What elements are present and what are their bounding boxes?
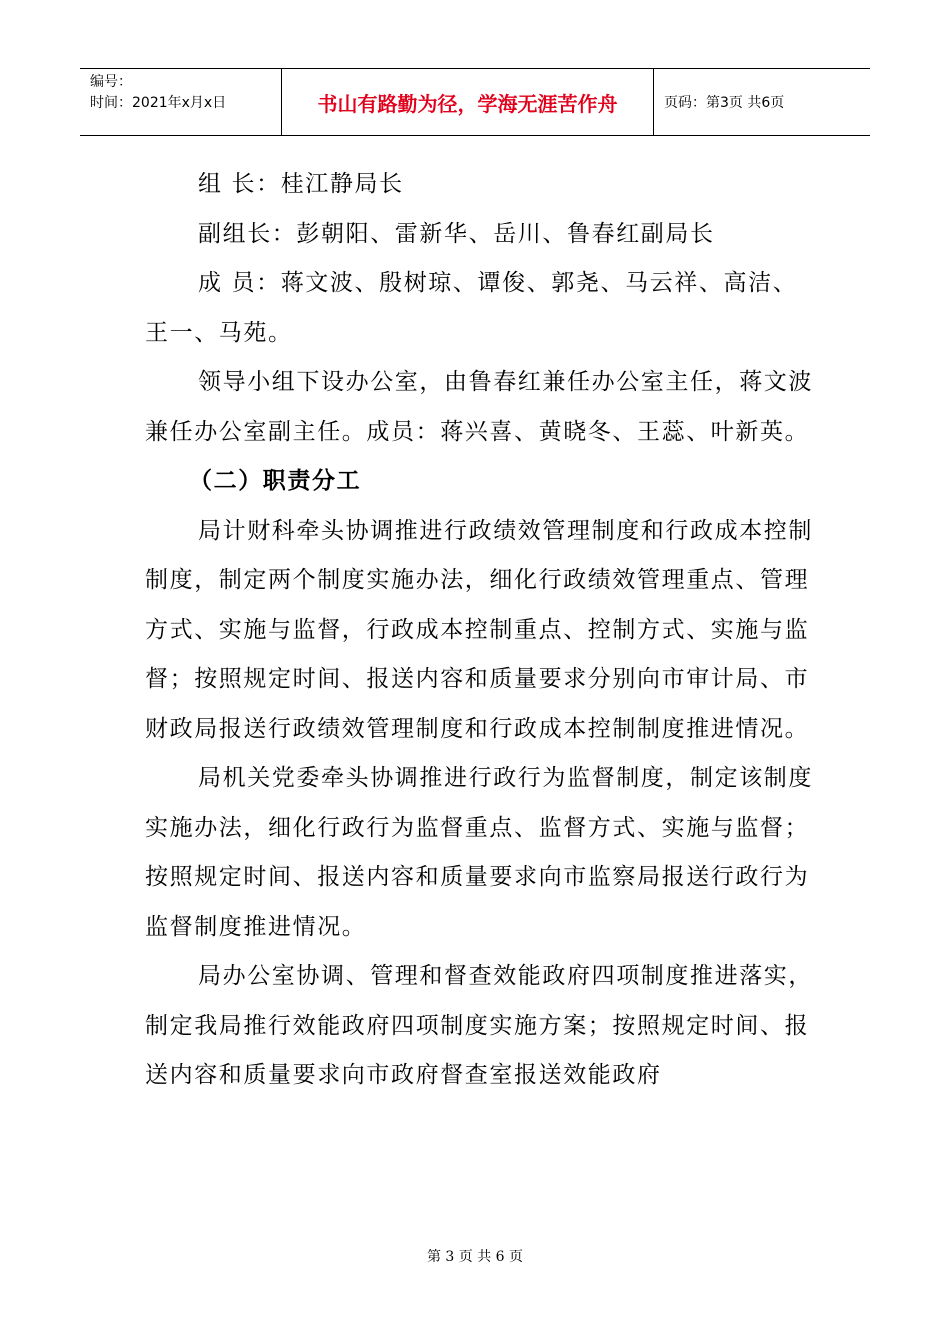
leader-line: 组 长：桂江静局长	[198, 171, 404, 197]
general-office-paragraph: 局办公室协调、管理和督查效能政府四项制度推进落实，制定我局推行效能政府四项制度实施方案；按照规定时间、报送内容和质量要求向市政府督查室报送效能政府	[145, 963, 813, 1088]
page-header	[80, 68, 870, 136]
office-paragraph: 领导小组下设办公室，由鲁春红兼任办公室主任，蒋文波兼任办公室副主任。成员：蒋兴喜、黄晓冬、王蕊、叶新英。	[145, 369, 813, 445]
document-number-label: 编号：	[90, 74, 132, 90]
members-line-continued: 王一、马苑。	[145, 319, 293, 346]
page-footer: 第 3 页 共 6 页	[426, 1249, 524, 1265]
header-motto: 书山有路勤为径，学海无涯苦作舟	[282, 69, 654, 135]
header-page-info: 页码：第3页 共6页	[664, 95, 785, 111]
members-line: 成 员：蒋文波、殷树琼、谭俊、郭尧、马云祥、高洁、	[198, 270, 798, 296]
deputy-leader-line: 副组长：彭朝阳、雷新华、岳川、鲁春红副局长	[198, 220, 715, 247]
finance-dept-paragraph: 局计财科牵头协调推进行政绩效管理制度和行政成本控制制度，制定两个制度实施办法，细化行政绩效管理重点、管理方式、实施与监督，行政成本控制重点、控制方式、实施与监督；按照规定时间、报送内容和质量要求分别向市审计局、市财政局报送行政绩效管理制度和行政成本控制制度推进情况。	[145, 517, 813, 742]
document-body	[145, 160, 825, 1101]
party-committee-paragraph: 局机关党委牵头协调推进行政行为监督制度，制定该制度实施办法，细化行政行为监督重点、监督方式、实施与监督；按照规定时间、报送内容和质量要求向市监察局报送行政行为监督制度推进情况。	[145, 765, 813, 940]
header-meta	[80, 69, 282, 135]
document-date: 时间：2021年x月x日	[90, 95, 227, 111]
section-heading: （二）职责分工	[189, 468, 362, 494]
